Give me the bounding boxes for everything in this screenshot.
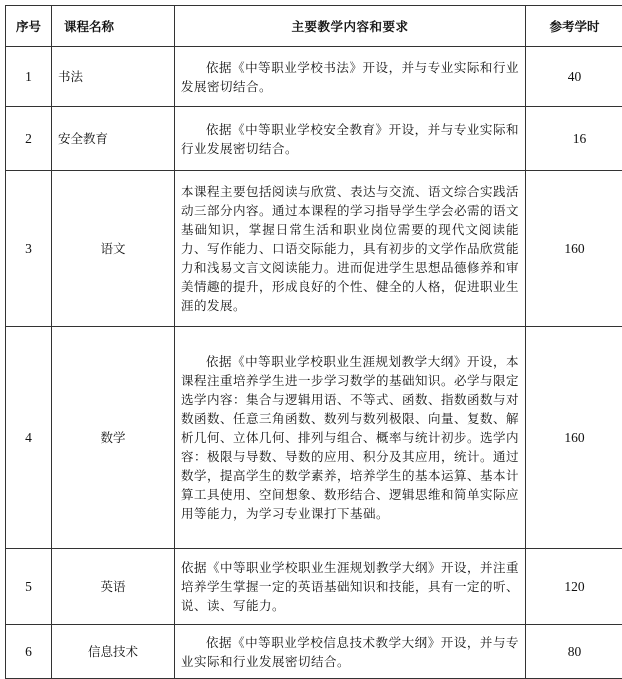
row-no: 4 <box>6 327 52 549</box>
row-content: 依据《中等职业学校职业生涯规划教学大纲》开设，本课程注重培养学生进一步学习数学的基础知识。必学与限定选学内容：集合与逻辑用语、不等式、函数、指数函数与对数函数、任意三角函数、数列与数列极限、向量、复数、解析几何、立体几何、排列与组合、概率与统计初步。选学内容：极限与导数、导数的应用、积分及其应用，统计。通过数学，提高学生的数学素养，培养学生的基本运算、基本计算工具使用、空间想象、数形结合、逻辑思维和简单实际应用等能力，为学习专业课打下基础。 <box>175 327 526 549</box>
row-content: 依据《中等职业学校信息技术教学大纲》开设，并与专业实际和行业发展密切结合。 <box>175 625 526 679</box>
row-content: 依据《中等职业学校书法》开设，并与专业实际和行业发展密切结合。 <box>175 47 526 107</box>
row-hours: 80 <box>526 625 622 679</box>
row-content: 本课程主要包括阅读与欣赏、表达与交流、语文综合实践活动三部分内容。通过本课程的学习指导学生学会必需的语文基础知识，掌握日常生活和职业岗位需要的现代文阅读能力、写作能力、口语交际能力，具有初步的文学作品欣赏能力和浅易文言文阅读能力。进而促进学生思想品德修养和审美情趣的提升，形成良好的个性、健全的人格，促进职业生涯的发展。 <box>175 171 526 327</box>
row-no: 3 <box>6 171 52 327</box>
row-no: 1 <box>6 47 52 107</box>
table-row <box>6 107 622 171</box>
row-no: 6 <box>6 625 52 679</box>
row-no: 2 <box>6 107 52 171</box>
header-row <box>6 6 622 47</box>
table-row <box>6 625 622 679</box>
row-no: 5 <box>6 549 52 625</box>
row-content: 依据《中等职业学校职业生涯规划教学大纲》开设，并注重培养学生掌握一定的英语基础知识和技能，具有一定的听、说、读、写能力。 <box>175 549 526 625</box>
row-course-name: 语文 <box>52 171 175 327</box>
row-course-name: 英语 <box>52 549 175 625</box>
row-hours: 160 <box>526 171 622 327</box>
row-hours: 120 <box>526 549 622 625</box>
header-no: 序号 <box>6 6 52 47</box>
header-content: 主要教学内容和要求 <box>175 6 526 47</box>
row-course-name: 安全教育 <box>52 107 175 171</box>
row-content: 依据《中等职业学校安全教育》开设，并与专业实际和行业发展密切结合。 <box>175 107 526 171</box>
row-course-name: 数学 <box>52 327 175 549</box>
curriculum-table <box>5 5 622 679</box>
table-row <box>6 171 622 327</box>
header-hours: 参考学时 <box>526 6 622 47</box>
row-hours: 16 <box>526 107 622 171</box>
table-row <box>6 47 622 107</box>
header-name: 课程名称 <box>52 6 175 47</box>
table-row <box>6 327 622 549</box>
row-hours: 160 <box>526 327 622 549</box>
table-row <box>6 549 622 625</box>
row-course-name: 信息技术 <box>52 625 175 679</box>
row-hours: 40 <box>526 47 622 107</box>
row-course-name: 书法 <box>52 47 175 107</box>
